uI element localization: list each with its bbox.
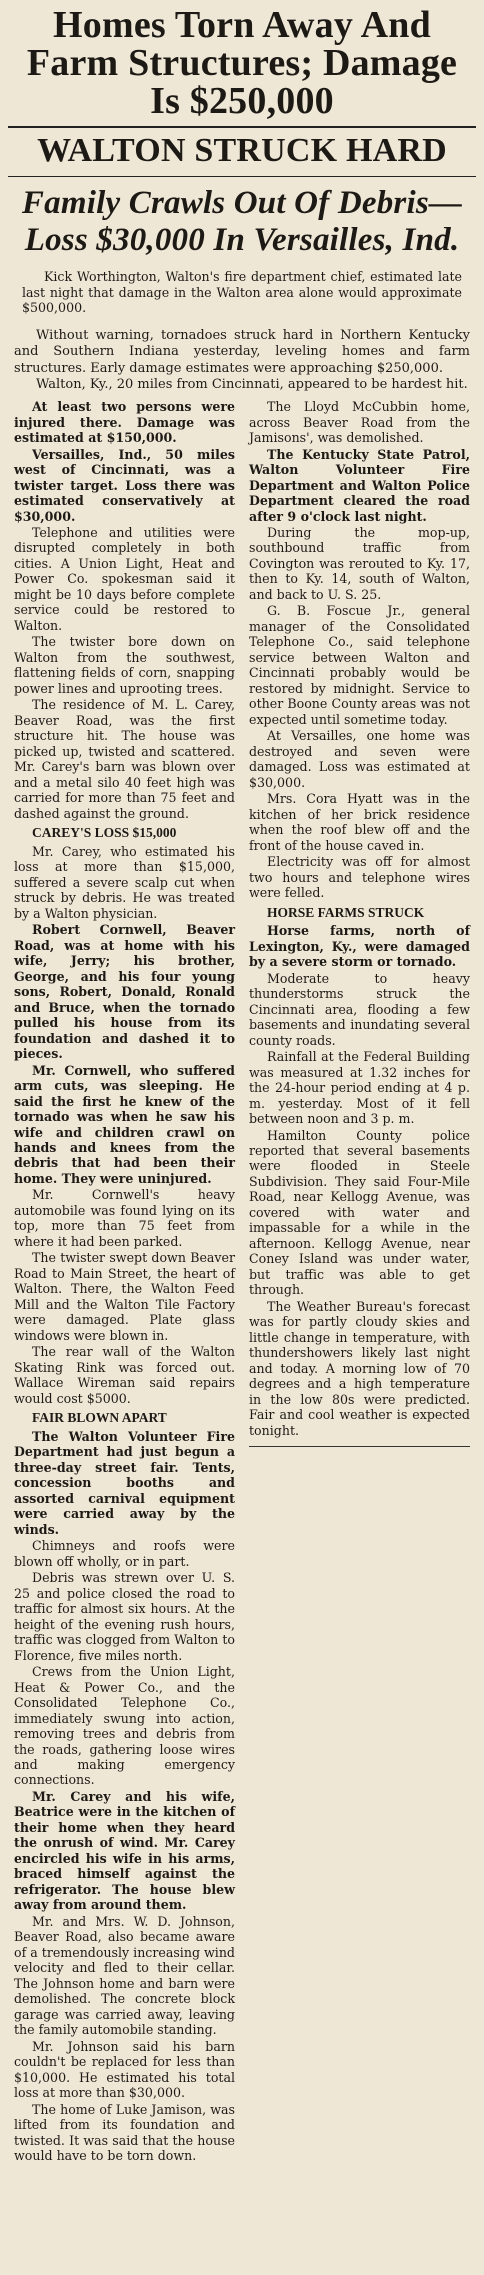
paragraph: Mr. Cornwell, who suffered arm cuts, was sleeping. He said the first he knew of the tornado was when he saw his wife and children crawl on hands and knees from the debris that had been their home. They were uninjured. <box>14 1062 235 1186</box>
divider <box>8 176 476 177</box>
paragraph: Mr. Carey and his wife, Beatrice were in the kitchen of their home when they heard the onrush of wind. Mr. Carey encircled his wife in his arms, braced himself against the refrigerator. The house blew away from around them. <box>14 1788 235 1913</box>
end-rule <box>249 1446 470 1447</box>
paragraph: Chimneys and roofs were blown off wholly, or in part. <box>14 1538 235 1569</box>
left-column <box>14 399 235 2164</box>
paragraph: Debris was strewn over U. S. 25 and police closed the road to traffic for almost six hours. At the height of the evening rush hours, traffic was clogged from Walton to Florence, five miles north. <box>14 1570 235 1663</box>
intro-paragraph: Without warning, tornadoes struck hard in Northern Kentucky and Southern Indiana yesterday, leveling homes and farm structures. Early damage estimates were approaching $250,000. <box>14 328 470 376</box>
paragraph: G. B. Foscue Jr., general manager of the Consolidated Telephone Co., said telephone service between Walton and Cincinnati probably would be restored by midnight. Service to other Boone County areas was not expected until sometime today. <box>249 603 470 727</box>
paragraph: Mr. and Mrs. W. D. Johnson, Beaver Road, also became aware of a tremendously increasing wind velocity and fled to their cellar. The Johnson home and barn were demolished. The concrete block garage was carried away, leaving the family automobile standing. <box>14 1913 235 2038</box>
subheadline: WALTON STRUCK HARD <box>37 132 447 169</box>
intro <box>14 328 470 393</box>
paragraph: Crews from the Union Light, Heat & Power Co., and the Consolidated Telephone Co., immediately swung into action, removing trees and debris from the roads, gathering loose wires and making emergency connections. <box>14 1664 235 1788</box>
paragraph: Versailles, Ind., 50 miles west of Cincinnati, was a twister target. Loss there was estimated conservatively at $30,000. <box>14 446 235 524</box>
divider <box>8 126 476 128</box>
paragraph: Hamilton County police reported that several basements were flooded in Steele Subdivision. They said Four-Mile Road, near Kellogg Avenue, was covered with water and impassable for a while in the afternoon. Kellogg Avenue, near Coney Island was under water, but traffic was able to get through. <box>249 1127 470 1298</box>
paragraph: The Weather Bureau's forecast was for partly cloudy skies and little change in temperature, with thundershowers likely last night and today. A morning low of 70 degrees and a high temperature in the low 80s were predicted. Fair and cool weather is expected tonight. <box>249 1298 470 1438</box>
paragraph: Horse farms, north of Lexington, Ky., were damaged by a severe storm or tornado. <box>249 923 470 970</box>
paragraph: At Versailles, one home was destroyed and seven were damaged. Loss was estimated at $30,000. <box>249 728 470 790</box>
paragraph: At least two persons were injured there. Damage was estimated at $150,000. <box>14 399 235 446</box>
paragraph: The twister swept down Beaver Road to Main Street, the heart of Walton. There, the Walton Feed Mill and the Walton Tile Factory were damaged. Plate glass windows were blown in. <box>14 1250 235 1343</box>
paragraph: The home of Luke Jamison, was lifted from its foundation and twisted. It was said that the house would have to be torn down. <box>14 2101 235 2164</box>
article-columns <box>14 399 470 2164</box>
paragraph: Moderate to heavy thunderstorms struck the Cincinnati area, flooding a few basements and inundating several county roads. <box>249 970 470 1048</box>
paragraph: Electricity was off for almost two hours and telephone wires were felled. <box>249 854 470 901</box>
paragraph: During the mop-up, southbound traffic from Covington was rerouted to Ky. 17, then to Ky. 14, south of Walton, and back to U. S. 25. <box>249 524 470 602</box>
lead-note: Kick Worthington, Walton's fire department chief, estimated late last night that damage in the Walton area alone would approximate $500,000. <box>22 268 462 316</box>
paragraph: The residence of M. L. Carey, Beaver Road, was the first structure hit. The house was picked up, twisted and scattered. Mr. Carey's barn was blown over and a metal silo 40 feet high was carried for more than 75 feet and dashed against the ground. <box>14 697 235 821</box>
paragraph: Robert Cornwell, Beaver Road, was at home with his wife, Jerry; his brother, George, and his four young sons, Robert, Donald, Ronald and Bruce, when the tornado pulled his house from its foundation and dashed it to pieces. <box>14 922 235 1062</box>
paragraph: Telephone and utilities were disrupted completely in both cities. A Union Light, Heat and Power Co. spokesman said it might be 10 days before complete service could be restored to Walton. <box>14 524 235 633</box>
section-heading: FAIR BLOWN APART <box>32 1410 167 1426</box>
paragraph: Mrs. Cora Hyatt was in the kitchen of her brick residence when the roof blew off and the front of the house caved in. <box>249 791 470 853</box>
section-heading: CAREY'S LOSS $15,000 <box>32 825 177 841</box>
paragraph: The Walton Volunteer Fire Department had just begun a three-day street fair. Tents, concession booths and assorted carnival equipment were carried away by the winds. <box>14 1428 235 1537</box>
dateline: Walton, Ky., 20 miles from Cincinnati, appeared to be hardest hit. <box>36 376 468 392</box>
paragraph: The rear wall of the Walton Skating Rink was forced out. Wallace Wireman said repairs would cost $5000. <box>14 1344 235 1406</box>
paragraph: Mr. Johnson said his barn couldn't be replaced for less than $10,000. He estimated his total loss at more than $30,000. <box>14 2038 235 2101</box>
subheadline-2: Family Crawls Out Of Debris—Loss $30,000 In Versailles, Ind. <box>21 185 463 258</box>
headline: Homes Torn Away And Farm Structures; Damage Is $250,000 <box>26 4 458 122</box>
paragraph: Mr. Carey, who estimated his loss at more than $15,000, suffered a severe scalp cut when struck by debris. He was treated by a Walton physician. <box>14 843 235 921</box>
section-heading: HORSE FARMS STRUCK <box>267 904 425 920</box>
paragraph: The twister bore down on Walton from the southwest, flattening fields of corn, snapping power lines and uprooting trees. <box>14 634 235 696</box>
paragraph: Rainfall at the Federal Building was measured at 1.32 inches for the 24-hour period ending at 4 p. m. yesterday. Most of it fell between noon and 3 p. m. <box>249 1049 470 1127</box>
paragraph: Mr. Cornwell's heavy automobile was found lying on its top, more than 75 feet from where it had been parked. <box>14 1187 235 1249</box>
right-column <box>249 399 470 1447</box>
newspaper-clipping <box>8 6 476 2263</box>
paragraph: The Kentucky State Patrol, Walton Volunteer Fire Department and Walton Police Department cleared the road after 9 o'clock last night. <box>249 446 470 524</box>
paragraph: The Lloyd McCubbin home, across Beaver Road from the Jamisons', was demolished. <box>249 399 470 446</box>
